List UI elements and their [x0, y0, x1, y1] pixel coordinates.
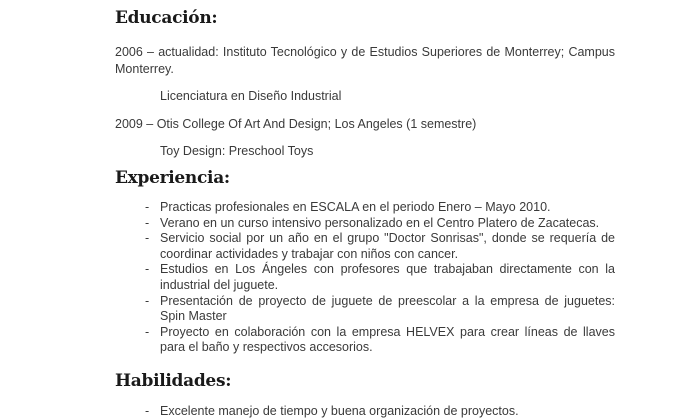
- bullet-dash: -: [145, 200, 150, 214]
- experience-item-text: Practicas profesionales en ESCALA en el periodo Enero – Mayo 2010.: [160, 200, 551, 214]
- education-entry-tec-degree: Licenciatura en Diseño Industrial: [160, 89, 342, 103]
- experience-item-text: Estudios en Los Ángeles con profesores que trabajaban directamente con la industrial del juguete.: [160, 262, 615, 292]
- experience-item: [115, 325, 615, 356]
- skills-item-text: Excelente manejo de tiempo y buena organización de proyectos.: [160, 404, 519, 418]
- education-entry-otis: 2009 – Otis College Of Art And Design; Los Angeles (1 semestre): [115, 117, 477, 131]
- experience-item: [115, 216, 615, 232]
- experience-item: [115, 262, 615, 293]
- education-entry-otis-course: Toy Design: Preschool Toys: [160, 144, 314, 158]
- experience-item-text: Verano en un curso intensivo personalizado en el Centro Platero de Zacatecas.: [160, 215, 600, 230]
- bullet-dash: -: [145, 404, 150, 418]
- experience-item-text: Servicio social por un año en el grupo "Doctor Sonrisas", donde se requería de coordinar actividades y trabajar con niños con cancer.: [160, 231, 615, 261]
- bullet-dash: -: [145, 293, 150, 308]
- bullet-dash: -: [145, 215, 150, 230]
- experience-list: [115, 200, 615, 356]
- bullet-dash: -: [145, 231, 150, 246]
- experience-item: [115, 231, 615, 262]
- skills-list: [115, 404, 615, 420]
- bullet-dash: -: [145, 262, 150, 277]
- experience-heading: Experiencia:: [115, 168, 230, 188]
- bullet-dash: -: [145, 324, 150, 339]
- experience-item: [115, 294, 615, 325]
- experience-item-text: Presentación de proyecto de juguete de preescolar a la empresa de juguetes: Spin Master: [160, 293, 615, 324]
- education-heading: Educación:: [115, 8, 218, 28]
- skills-item: [115, 404, 615, 420]
- experience-item: [115, 200, 615, 216]
- skills-heading: Habilidades:: [115, 371, 232, 391]
- education-entry-tec: 2006 – actualidad: Instituto Tecnológico y de Estudios Superiores de Monterrey; Campus Monterrey.: [115, 45, 615, 76]
- experience-item-text: Proyecto en colaboración con la empresa HELVEX para crear líneas de llaves para el baño y respectivos accesorios.: [160, 324, 615, 355]
